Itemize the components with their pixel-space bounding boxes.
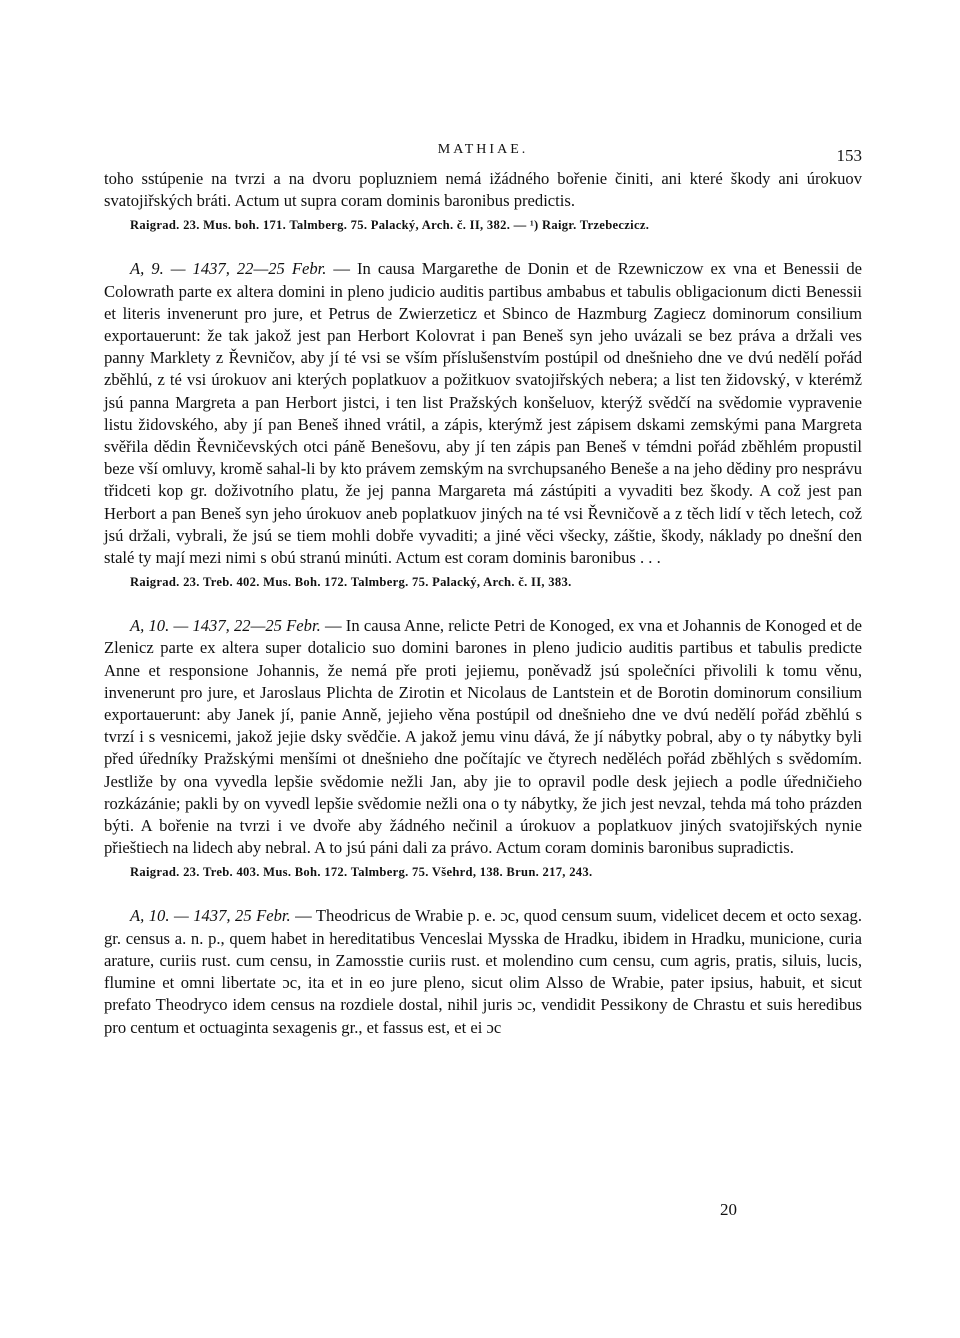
entry-text: — In causa Anne, relicte Petri de Konoged, ex vna et Johannis de Konoged et de Zlenicz parte ex altera super dotalicio suo domini barones in pleno judicio auditis partibus et tabulis predicte Anne et responsione Johannis, že nemá pře proti jejiemu, poněvadž jsú společníci přivolili k tomu věnu, invenerunt pro jure, et Jaroslaus Plichta de Zirotin et Nicolaus de Lantstein et de Borotin dominorum consilium exportauerunt: aby Janek jí, panie Anně, jejieho věna postúpil od dnešnieho dne ve dvú nedělí pořád zběhlú s tvrzí i s vesnicemi, jakož jejie dsky svědčie. A jakož jemu vinu dává, že jí nábytky pobral, aby o ty nábytky byli před úředníky Pražskými menšími ot dnešnieho dne počítajíc ve čtyrech neděléch pořád zběhlých s svědomím. Jestliže by ona vyvedla lepšie svědomie nežli Jan, aby jie to opravil podle desk jejiech a podle úředničieho rozkázánie; pakli by on vyvedl lepšie svědomie nežli ona o ty nábytky, že jich jest nevzal, tehda má toho prázden býti. A bořenie na tvrzi i ve dvoře aby žádného nečinil a úrokuov a poplatkuov jiných svatojiřských nynie přieštiech na lidech aby nebral. A to jsú páni dali za právo. Actum coram dominis baronibus supradictis. bbox=[104, 616, 862, 858]
page-body bbox=[104, 138, 862, 1039]
entry-citation: Raigrad. 23. Treb. 402. Mus. Boh. 172. Talmberg. 75. Palacký, Arch. č. II, 383. bbox=[130, 575, 572, 590]
page-number: 153 bbox=[836, 146, 862, 165]
entry-citation: Raigrad. 23. Treb. 403. Mus. Boh. 172. Talmberg. 75. Všehrd, 138. Brun. 217, 243. bbox=[130, 865, 593, 880]
entry-heading: A, 10. — 1437, 22—25 Febr. bbox=[130, 616, 321, 636]
entry-a9 bbox=[104, 258, 862, 591]
continuation-citation: Raigrad. 23. Mus. boh. 171. Talmberg. 75. Palacký, Arch. č. II, 382. — ¹) Raigr. Trzebeczicz. bbox=[130, 218, 650, 233]
entry-paragraph bbox=[104, 905, 862, 1038]
continuation-text: toho sstúpenie na tvrzi a na dvoru popluzniem nemá ižádného bořenie činiti, ani které škody ani úrokuov svatojiřských bráti. Actum ut supra coram dominis baronibus predictis. bbox=[104, 169, 862, 211]
page-header bbox=[104, 138, 862, 168]
entry-heading: A, 10. — 1437, 25 Febr. bbox=[130, 906, 291, 926]
entry-text: — Theodricus de Wrabie p. e. ɔc, quod censum suum, videlicet decem et octo sexag. gr. census a. n. p., quem habet in hereditatibus Venceslai Mysska de Hradku, ibidem in Hradku, municione, curia arature, curiis rust. cum censu, in Zamosstie curiis rust. et molendino cum censu, cum agris, pratis, siluis, lucis, flumine et omni libertate ɔc, ita et in eo jure pleno, sicut olim Alsso de Wrabie, pater ipsius, habuit, et sicut prefato Theodryco idem census na rozdiele dostal, nihil juris ɔc, vendidit Pessikony de Chrastu et suis heredibus pro centum et octuaginta sexagenis gr., et fassus est, et ei ɔc bbox=[104, 906, 862, 1037]
signature-mark: 20 bbox=[720, 1200, 737, 1219]
entry-a10-first bbox=[104, 615, 862, 881]
running-head: MATHIAE. bbox=[437, 142, 529, 157]
entry-heading: A, 9. — 1437, 22—25 Febr. bbox=[130, 259, 327, 279]
entry-paragraph bbox=[104, 258, 862, 569]
continuation-entry bbox=[104, 168, 862, 234]
entry-text: — In causa Margarethe de Donin et de Rzewniczow ex vna et Benessii de Colowrath parte ex altera domini in pleno judicio auditis partibus ambabus et tabulis obligacionum dicti Benessii et literis invenerunt pro jure, et Petrus de Zwierzeticz et Sbinco de Hazmburg Zagiecz dominorum consilium exportauerunt: že tak jakož jest pan Herbort Kolovrat i pan Beneš syn jeho uvázali se bez práva a držali ves panny Marklety z Řevničov, aby jí té vsi se vším příslušenstvím postúpil od dnešnieho dne ve dvú nedělí pořád zběhlú, z té vsi úrokuov ani kterých poplatkuov a požitkuov svatojiřských nebera; a list ten židovský, v kterémž jsú panna Margreta a pan Herbort jistci, i ten list Pražských konšeluov, kterýž svědčí na svědomie vypravenie listu židovského, aby jí pan Beneš ihned vrátil, a zápis, kterýmž jest zápisem dskami zemskými pana Margreta svěřila dědin Řevničevských otci páně Benešovu, aby jí ten zápis pan Beneš v témdni pořád zběhlém propustil beze vší omluvy, kromě sahal-li by kto právem zemským na svrchupsaného Beneše a na jeho dědiny pro nesprávu třidceti kop gr. doživotního platu, že jej panna Margareta má zástúpiti a vyvaditi bez škody. A což jest pan Herbort a pan Beneš syn jeho úrokuov aneb poplatkuov jiných na té vsi Řevničově a z těch lidí v těch letech, což jsú držali, vybrali, že jsú se tiem mohli dobře vyvaditi; a jiné věci všecky, záštie, škody, náklady po dnešní den stalé ty mají mezi nimi s obú stranú minúti. Actum est coram dominis baronibus . . . bbox=[104, 259, 862, 568]
entry-a10-second bbox=[104, 905, 862, 1038]
entry-paragraph bbox=[104, 615, 862, 859]
